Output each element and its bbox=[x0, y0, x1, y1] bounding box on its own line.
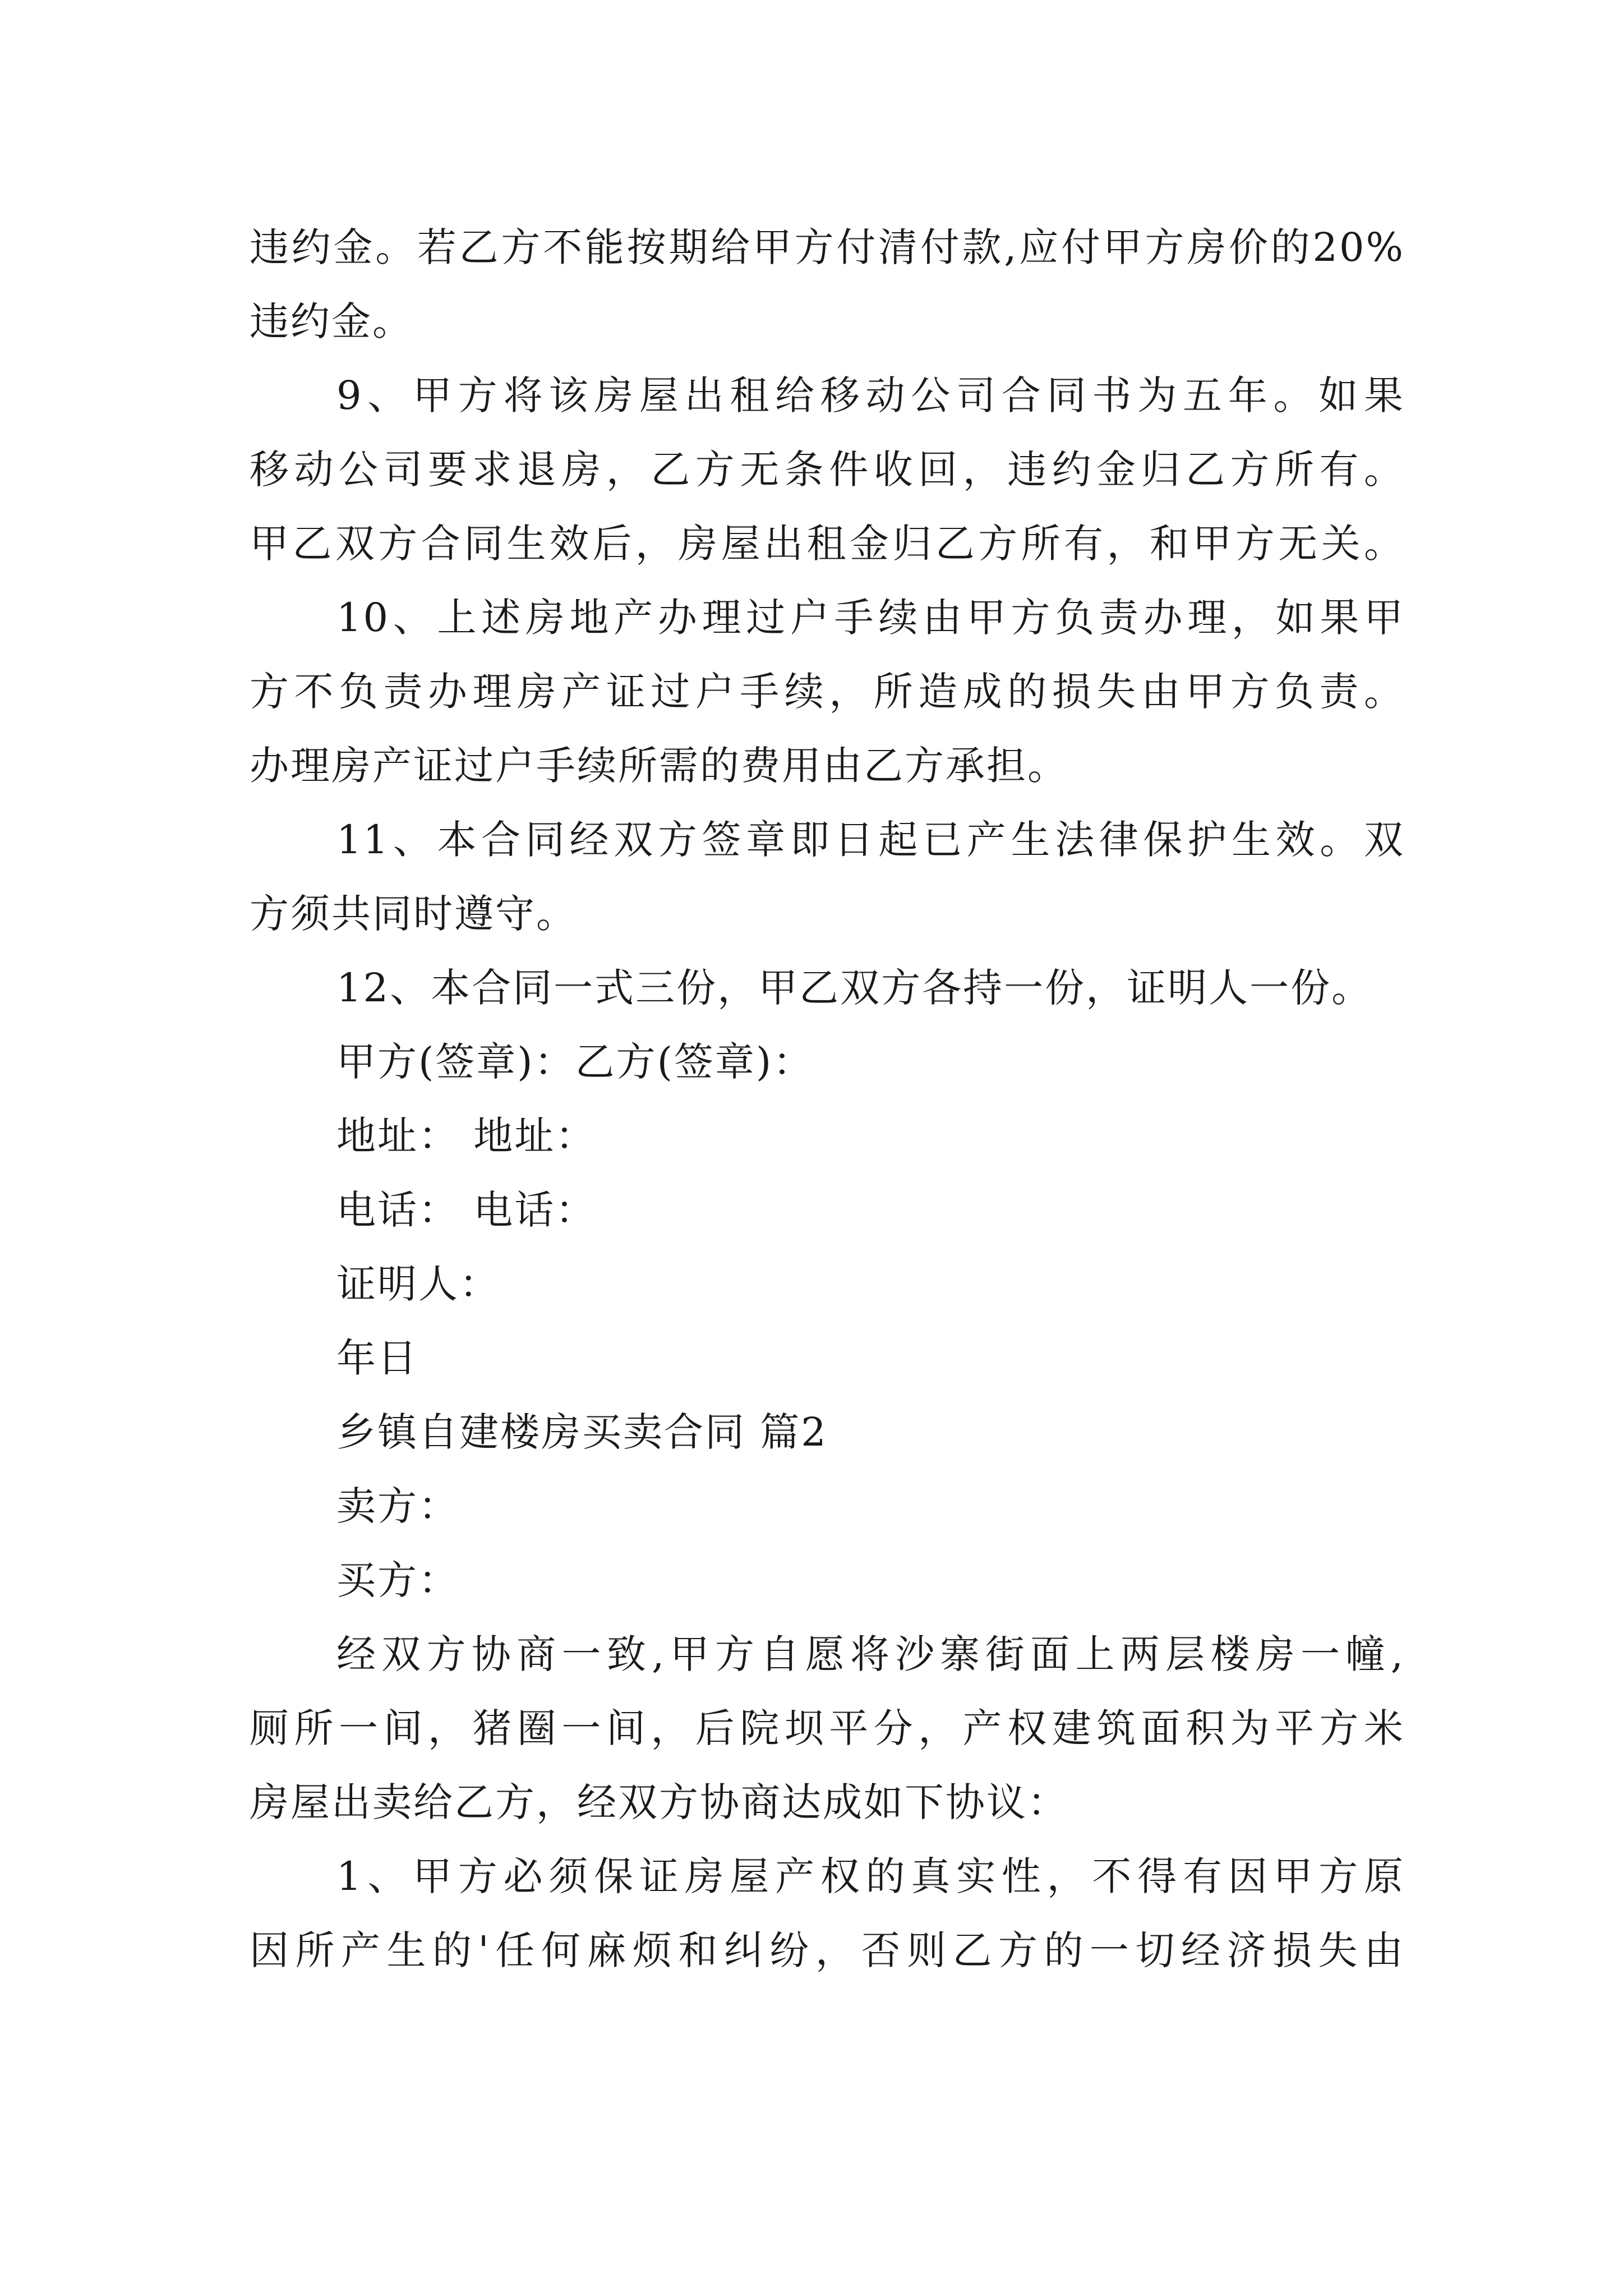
clause-9-line: 9、甲方将该房屋出租给移动公司合同书为五年。如果 bbox=[336, 372, 1405, 418]
body-text-line: 违约金。若乙方不能按期给甲方付清付款,应付甲方房价的20% bbox=[250, 224, 1405, 270]
body-text-line: 厕所一间，猪圈一间，后院坝平分，产权建筑面积为平方米 bbox=[250, 1705, 1405, 1751]
body-text-line: 甲乙双方合同生效后，房屋出租金归乙方所有，和甲方无关。 bbox=[250, 521, 1405, 567]
clause-1-line: 1、甲方必须保证房屋产权的真实性，不得有因甲方原 bbox=[336, 1853, 1405, 1899]
phone-line: 电话： 电话： bbox=[336, 1187, 597, 1233]
address-line: 地址： 地址： bbox=[336, 1113, 597, 1159]
body-text-line: 办理房产证过户手续所需的费用由乙方承担。 bbox=[250, 743, 1068, 789]
body-text-line: 移动公司要求退房，乙方无条件收回，违约金归乙方所有。 bbox=[250, 447, 1405, 493]
witness-line: 证明人： bbox=[336, 1261, 500, 1307]
date-line: 年日 bbox=[336, 1335, 418, 1381]
buyer-line: 买方： bbox=[336, 1557, 459, 1603]
body-text-line: 违约金。 bbox=[250, 298, 413, 344]
body-text-line: 房屋出卖给乙方，经双方协商达成如下协议： bbox=[250, 1779, 1068, 1825]
signature-party-line: 甲方(签章)：乙方(签章)： bbox=[336, 1039, 814, 1085]
body-text-line: 方须共同时遵守。 bbox=[250, 891, 577, 937]
body-text-line: 经双方协商一致,甲方自愿将沙寨街面上两层楼房一幢, bbox=[336, 1631, 1405, 1677]
seller-line: 卖方： bbox=[336, 1483, 459, 1529]
clause-12-line: 12、本合同一式三份，甲乙双方各持一份，证明人一份。 bbox=[336, 965, 1373, 1011]
clause-10-line: 10、上述房地产办理过户手续由甲方负责办理，如果甲 bbox=[336, 595, 1405, 641]
body-text-line: 方不负责办理房产证过户手续，所造成的损失由甲方负责。 bbox=[250, 669, 1405, 715]
body-text-line: 因所产生的'任何麻烦和纠纷，否则乙方的一切经济损失由 bbox=[250, 1927, 1405, 1973]
section-title: 乡镇自建楼房买卖合同 篇2 bbox=[336, 1409, 828, 1455]
clause-11-line: 11、本合同经双方签章即日起已产生法律保护生效。双 bbox=[336, 817, 1405, 863]
